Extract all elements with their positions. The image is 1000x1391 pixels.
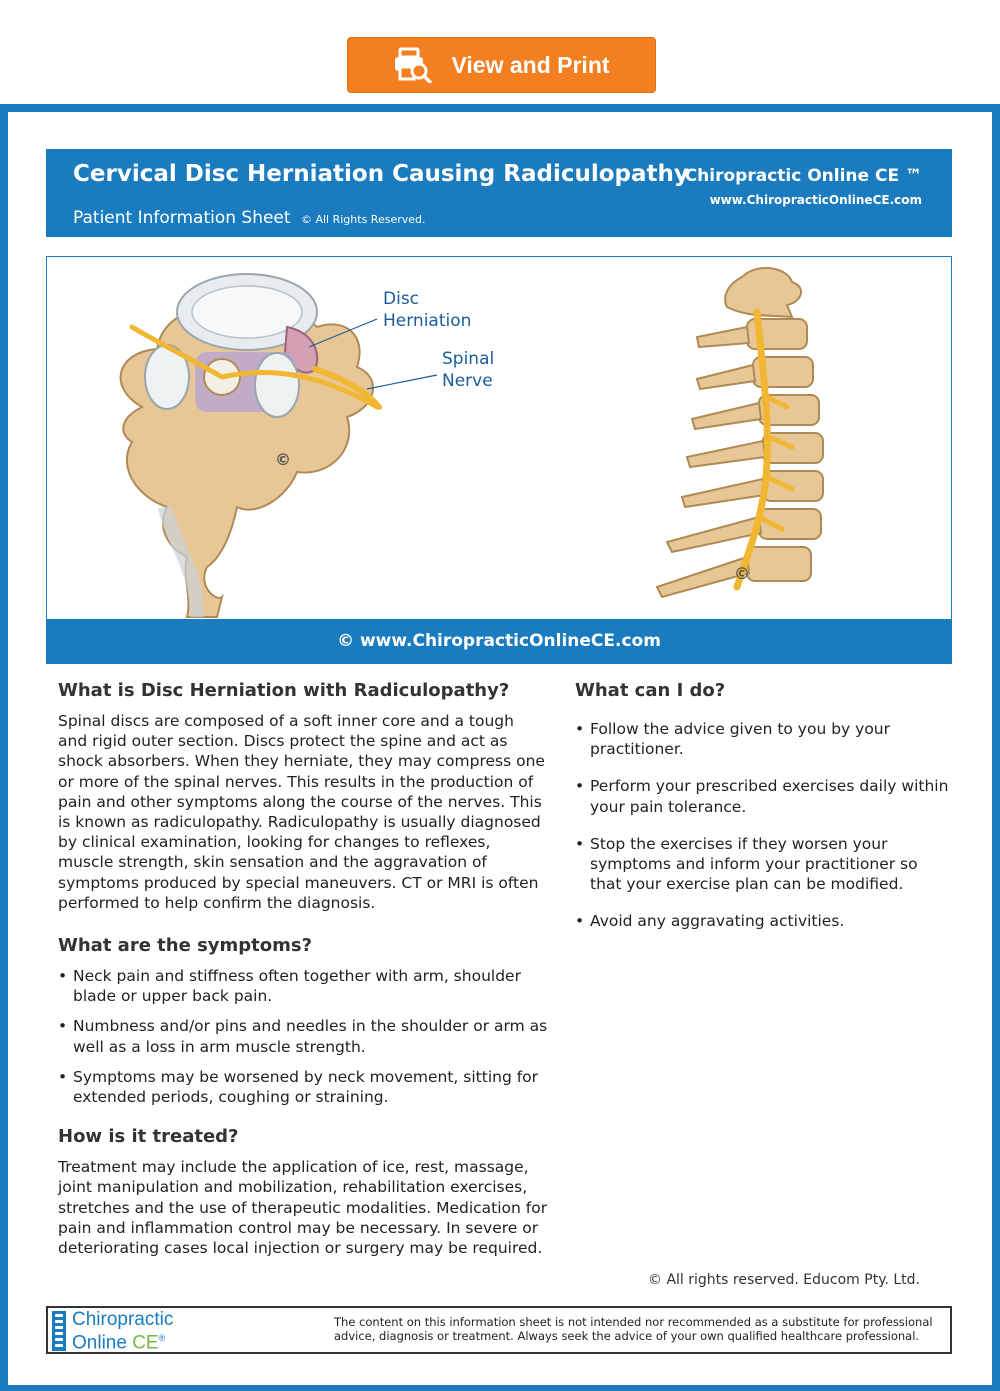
label-disc-herniation: Disc Herniation xyxy=(383,289,472,331)
view-and-print-label: View and Print xyxy=(451,51,610,78)
footer-logo-text: Chiropractic Online CE® xyxy=(72,1309,174,1354)
vertebra-copyright-mark: © xyxy=(275,450,291,469)
print-preview-icon xyxy=(393,47,433,83)
left-column xyxy=(58,680,548,1258)
sheet-title: Cervical Disc Herniation Causing Radiculopathy xyxy=(73,161,689,187)
footer-disclaimer: The content on this information sheet is not intended nor recommended as a substitute for professional advice, diagnosis or treatment. Always seek the advice of your own qualified healthcare professional. xyxy=(334,1315,933,1343)
brand-url[interactable]: www.ChiropracticOnlineCE.com xyxy=(709,193,922,207)
what-can-i-do-list xyxy=(575,719,950,932)
label-spinal-nerve: Spinal Nerve xyxy=(442,349,495,391)
brand-name: Chiropractic Online CE ™ xyxy=(684,166,922,186)
what-is-heading: What is Disc Herniation with Radiculopathy? xyxy=(58,680,510,701)
rights-reserved-line: © All rights reserved. Educom Pty. Ltd. xyxy=(648,1272,921,1288)
right-column xyxy=(575,680,950,932)
footer-logo xyxy=(52,1310,173,1352)
spine-copyright-mark: © xyxy=(734,564,750,583)
what-can-i-do-heading: What can I do? xyxy=(575,680,726,701)
subtitle-note: © All Rights Reserved. xyxy=(300,213,426,226)
symptoms-list xyxy=(58,966,548,1107)
subtitle-text: Patient Information Sheet xyxy=(73,208,291,228)
spine-illustration xyxy=(47,257,951,621)
list-item: • Avoid any aggravating activities. xyxy=(575,911,950,931)
illustration-panel xyxy=(46,256,952,664)
list-item: • Symptoms may be worsened by neck movement, sitting for extended periods, coughing or straining. xyxy=(58,1067,548,1107)
list-item: • Numbness and/or pins and needles in the shoulder or arm as well as a loss in arm muscle strength. xyxy=(58,1016,548,1056)
what-is-text: Spinal discs are composed of a soft inner core and a tough and rigid outer section. Discs protect the spine and act as shock absorbers. When they herniate, they may compress one or more of the spinal nerves. This results in the production of pain and other symptoms along the course of the nerves. This is known as radiculopathy. Radiculopathy is usually diagnosed by clinical examination, looking for changes to reflexes, muscle strength, skin sensation and the aggravation of symptoms produced by special maneuvers. CT or MRI is often performed to help confirm the diagnosis. xyxy=(58,712,545,912)
illustration-footer-url[interactable]: © www.ChiropracticOnlineCE.com xyxy=(47,619,951,663)
treatment-heading: How is it treated? xyxy=(58,1126,239,1148)
footer-bar xyxy=(46,1306,952,1354)
spine-logo-icon xyxy=(52,1311,66,1351)
list-item: • Neck pain and stiffness often together with arm, shoulder blade or upper back pain. xyxy=(58,966,548,1006)
list-item: • Perform your prescribed exercises daily within your pain tolerance. xyxy=(575,776,950,816)
symptoms-heading: What are the symptoms? xyxy=(58,935,313,957)
top-bar xyxy=(0,0,1000,104)
sheet-header xyxy=(46,149,952,237)
sheet-subtitle xyxy=(73,208,426,228)
cervical-spine-illustration xyxy=(657,268,823,597)
treatment-text: Treatment may include the application of ice, rest, massage, joint manipulation and mobilization, rehabilitation exercises, stretches and the use of therapeutic modalities. Medication for pain and inflammation control may be necessary. In severe or deteriorating cases local injection or surgery may be required. xyxy=(58,1158,548,1258)
view-and-print-button[interactable] xyxy=(347,37,656,93)
list-item: • Follow the advice given to you by your practitioner. xyxy=(575,719,950,759)
list-item: • Stop the exercises if they worsen your symptoms and inform your practitioner so that your exercise plan can be modified. xyxy=(575,834,950,895)
